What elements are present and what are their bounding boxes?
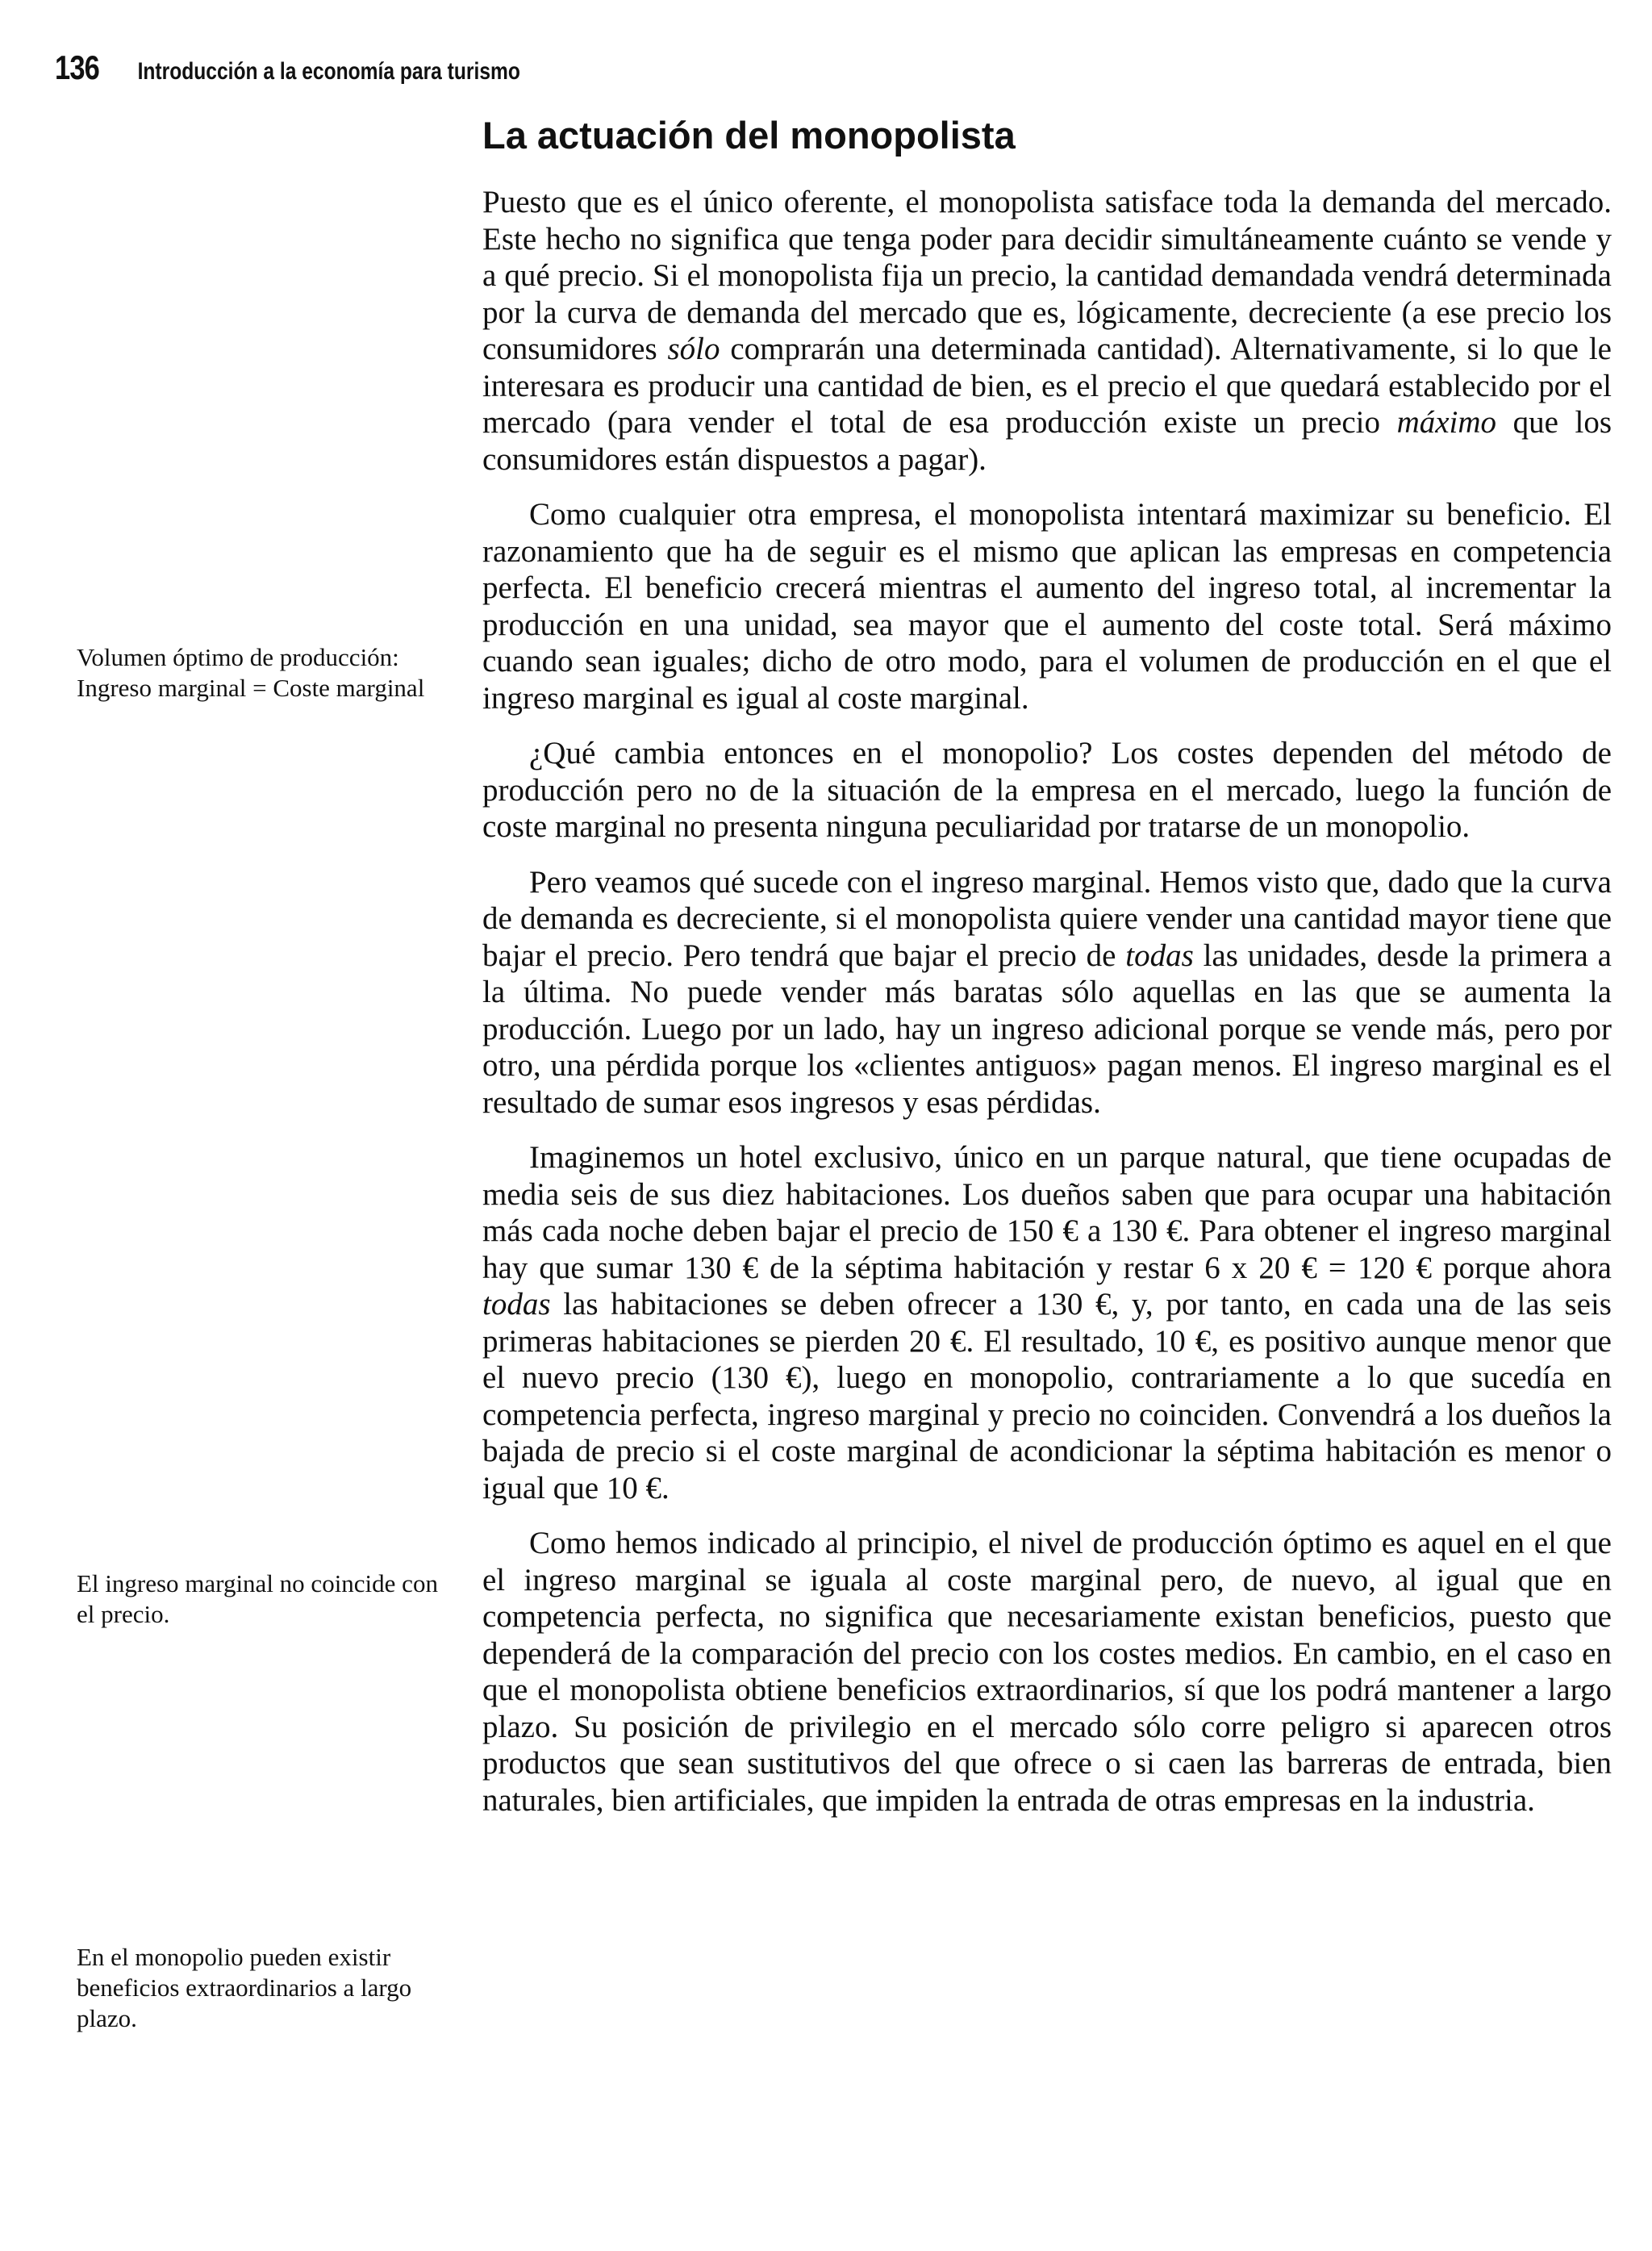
margin-note-optimal-volume: Volumen óptimo de producción: Ingreso marginal = Coste marginal bbox=[77, 643, 425, 702]
paragraph-3: ¿Qué cambia entonces en el monopolio? Los costes dependen del método de producción pero no de la situación de la empresa en el mercado, luego la función de coste marginal no presenta ninguna peculiaridad por tratarse de un monopolio. bbox=[482, 736, 1612, 844]
margin-note-marginal-revenue: El ingreso marginal no coincide con el precio. bbox=[77, 1569, 438, 1628]
paragraph-1: Puesto que es el único oferente, el monopolista satisface toda la demanda del mercado. Este hecho no significa que tenga poder para decidir simultáneamente cuánto se vende y a qué precio. Si el monopolista fija un precio, la cantidad demandada vendrá determinada por la curva de demanda del mercado que es, lógicamente, decreciente (a ese precio los consumidores sólo comprarán una determinada cantidad). Alternativamente, si lo que le interesara es producir una cantidad de bien, es el precio el que quedará establecido por el mercado (para vender el total de esa producción existe un precio máximo que los consumidores están dispuestos a pagar). bbox=[482, 185, 1612, 477]
paragraph-4: Pero veamos qué sucede con el ingreso marginal. Hemos visto que, dado que la curva de demanda es decreciente, si el monopolista quiere vender una cantidad mayor tiene que bajar el precio. Pero tendrá que bajar el precio de todas las unidades, desde la primera a la última. No puede vender más baratas sólo aquellas en las que se aumenta la producción. Luego por un lado, hay un ingreso adicional porque se vende más, pero por otro, una pérdida porque los «clientes antiguos» pagan menos. El ingreso marginal es el resultado de sumar esos ingresos y esas pérdidas. bbox=[482, 864, 1612, 1120]
paragraph-2: Como cualquier otra empresa, el monopolista intentará maximizar su beneficio. El razonamiento que ha de seguir es el mismo que aplican las empresas en competencia perfecta. El beneficio crecerá mientras el aumento del ingreso total, al incrementar la producción en una unidad, sea mayor que el aumento del coste total. Será máximo cuando sean iguales; dicho de otro modo, para el volumen de producción en el que el ingreso marginal es igual al coste marginal. bbox=[482, 497, 1612, 716]
paragraph-6: Como hemos indicado al principio, el nivel de producción óptimo es aquel en el que el ingreso marginal se iguala al coste marginal pero, de nuevo, al igual que en competencia perfecta, no significa que necesariamente existan beneficios, puesto que dependerá de la comparación del precio con los costes medios. En cambio, en el caso en que el monopolista obtiene beneficios extraordinarios, sí que los podrá mantener a largo plazo. Su posición de privilegio en el mercado sólo corre peligro si aparecen otros productos que sean sustitutivos del que ofrece o si caen las barreras de entrada, bien naturales, bien artificiales, que impiden la entrada de otras empresas en la industria. bbox=[482, 1526, 1612, 1818]
margin-note-long-run-profits: En el monopolio pueden existir beneficios extraordinarios a largo plazo. bbox=[77, 1943, 412, 2032]
body-text bbox=[482, 184, 1612, 1837]
book-title: Introducción a la economía para turismo bbox=[137, 58, 520, 85]
running-head bbox=[55, 48, 520, 87]
page-number: 136 bbox=[55, 48, 100, 86]
section-heading: La actuación del monopolista bbox=[482, 114, 1016, 157]
paragraph-5: Imaginemos un hotel exclusivo, único en un parque natural, que tiene ocupadas de media seis de sus diez habitaciones. Los dueños saben que para ocupar una habitación más cada noche deben bajar el precio de 150 € a 130 €. Para obtener el ingreso marginal hay que sumar 130 € de la séptima habitación y restar 6 x 20 € = 120 € porque ahora todas las habitaciones se deben ofrecer a 130 €, y, por tanto, en cada una de las seis primeras habitaciones se pierden 20 €. El resultado, 10 €, es positivo aunque menor que el nuevo precio (130 €), luego en monopolio, contrariamente a lo que sucedía en competencia perfecta, ingreso marginal y precio no coinciden. Convendrá a los dueños la bajada de precio si el coste marginal de acondicionar la séptima habitación es menor o igual que 10 €. bbox=[482, 1140, 1612, 1506]
